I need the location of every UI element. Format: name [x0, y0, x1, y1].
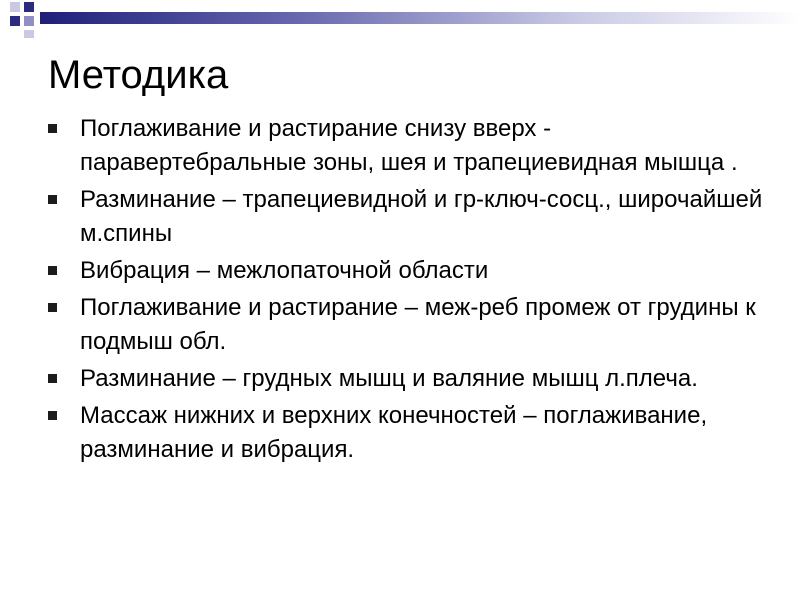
- gradient-bar: [40, 12, 800, 24]
- decor-square: [24, 30, 34, 38]
- list-item: [48, 254, 768, 288]
- decor-square: [10, 16, 20, 26]
- bullet-text: Массаж нижних и верхних конечностей – поглаживание, разминание и вибрация.: [80, 402, 708, 463]
- square-bullet-icon: [48, 374, 57, 383]
- list-item: [48, 183, 768, 251]
- bullet-text: Поглаживание и растирание снизу вверх - паравертебральные зоны, шея и трапециевидная мышца .: [80, 115, 738, 176]
- decor-square: [10, 2, 20, 12]
- list-item: [48, 399, 768, 467]
- list-item: [48, 291, 768, 359]
- bullet-text: Разминание – грудных мышц и валяние мышц л.плеча.: [80, 365, 698, 392]
- square-bullet-icon: [48, 303, 57, 312]
- bullet-list: [48, 112, 768, 470]
- decorative-header-band: [0, 0, 800, 40]
- square-bullet-icon: [48, 266, 57, 275]
- decor-square: [24, 2, 34, 12]
- bullet-text: Разминание – трапециевидной и гр-ключ-сосц., широчайшей м.спины: [80, 186, 763, 247]
- bullet-text: Вибрация – межлопаточной области: [80, 257, 489, 284]
- decor-square: [24, 16, 34, 26]
- list-item: [48, 362, 768, 396]
- slide-title: Методика: [48, 53, 229, 97]
- square-bullet-icon: [48, 195, 57, 204]
- square-bullet-icon: [48, 124, 57, 133]
- square-bullet-icon: [48, 411, 57, 420]
- list-item: [48, 112, 768, 180]
- bullet-text: Поглаживание и растирание – меж-реб промеж от грудины к подмыш обл.: [80, 294, 756, 355]
